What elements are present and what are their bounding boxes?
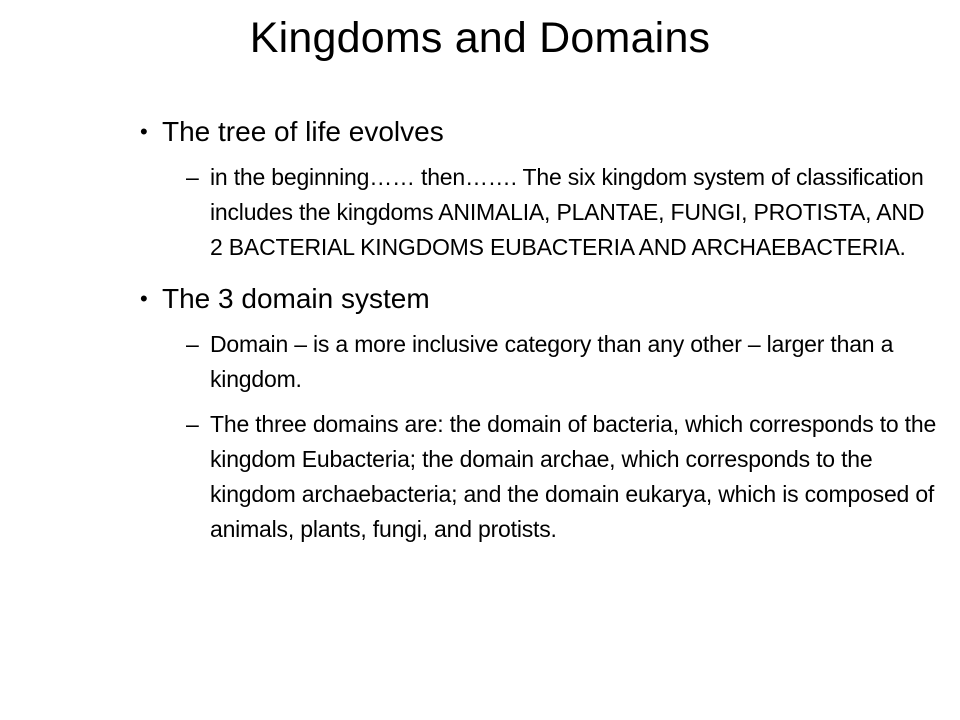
- bullet-text: The 3 domain system: [162, 283, 430, 314]
- slide-body: [140, 112, 940, 547]
- sub-bullet-text: The three domains are: the domain of bacteria, which corresponds to the kingdom Eubacteria; the domain archae, which corresponds to the kingdom archaebacteria; and the domain eukarya, which is composed of animals, plants, fungi, and protists.: [210, 411, 937, 542]
- sub-bullet-text: Domain – is a more inclusive category than any other – larger than a kingdom.: [210, 331, 894, 392]
- sub-bullet-domain-definition: [140, 327, 940, 397]
- slide-title: Kingdoms and Domains: [249, 14, 711, 62]
- bullet-dot-icon: •: [140, 286, 148, 311]
- bullet-three-domain-system: [140, 279, 940, 319]
- bullet-tree-of-life: [140, 112, 940, 152]
- sub-bullet-three-domains: [140, 407, 940, 547]
- sub-bullet-text: in the beginning…… then……. The six kingdom system of classification includes the kingdoms ANIMALIA, PLANTAE, FUNGI, PROTISTA, AND 2 BACTERIAL KINGDOMS EUBACTERIA AND ARCHAEBACTERIA.: [210, 164, 925, 260]
- sub-bullet-six-kingdoms: [140, 160, 940, 265]
- bullet-dot-icon: •: [140, 119, 148, 144]
- dash-icon: –: [186, 411, 199, 437]
- bullet-text: The tree of life evolves: [162, 116, 444, 147]
- dash-icon: –: [186, 331, 199, 357]
- dash-icon: –: [186, 164, 199, 190]
